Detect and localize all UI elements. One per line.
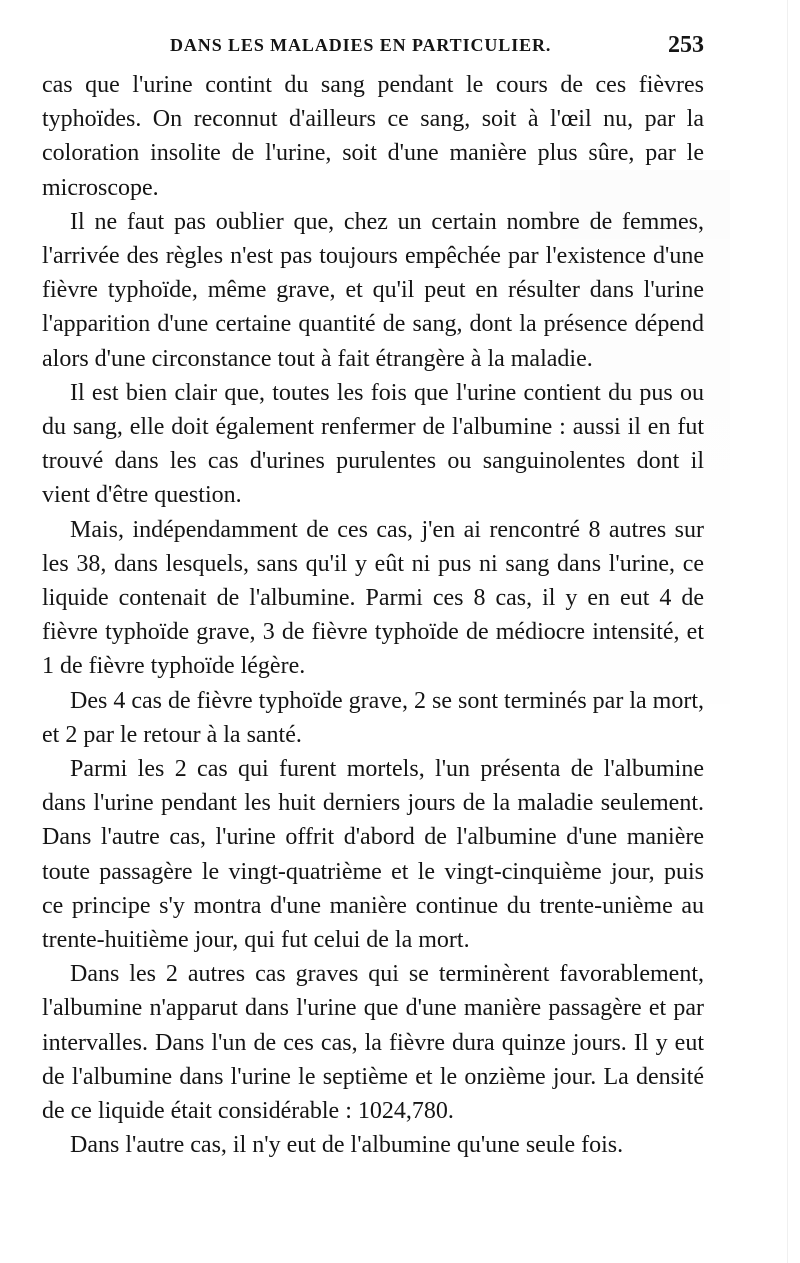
running-title: DANS LES MALADIES EN PARTICULIER. bbox=[170, 35, 552, 55]
paragraph-1: cas que l'urine contint du sang pendant le cours de ces fièvres typhoïdes. On reconnut d'ailleurs ce sang, soit à l'œil nu, par la coloration insolite de l'urine, soit d'une manière plus sûre, par le microscope. bbox=[42, 72, 704, 201]
paragraph-8: Dans l'autre cas, il n'y eut de l'albumine qu'une seule fois. bbox=[70, 1132, 624, 1159]
paragraph-5: Des 4 cas de fièvre typhoïde grave, 2 se sont terminés par la mort, et 2 par le retour à la santé. bbox=[42, 687, 704, 748]
page-body bbox=[42, 68, 704, 1163]
paragraph-2: Il ne faut pas oublier que, chez un certain nombre de femmes, l'arrivée des règles n'est pas toujours empêchée par l'existence d'une fièvre typhoïde, même grave, et qu'il peut en résulter dans l'urine l'apparition d'une certaine quantité de sang, dont la présence dépend alors d'une circonstance tout à fait étrangère à la maladie. bbox=[42, 208, 704, 372]
paragraph-7: Dans les 2 autres cas graves qui se terminèrent favorablement, l'albumine n'apparut dans l'urine que d'une manière passagère et par intervalles. Dans l'un de ces cas, la fièvre dura quinze jours. Il y eut de l'albumine dans l'urine le septième et le onzième jour. La densité de ce liquide était considérable : 1024,780. bbox=[42, 961, 704, 1125]
paragraph-6: Parmi les 2 cas qui furent mortels, l'un présenta de l'albumine dans l'urine pendant les huit derniers jours de la maladie seulement. Dans l'autre cas, l'urine offrit d'abord de l'albumine d'une manière toute passagère le vingt-quatrième et le vingt-cinquième jour, puis ce principe s'y montra d'une manière continue du trente-unième au trente-huitième jour, qui fut celui de la mort. bbox=[42, 756, 704, 954]
paragraph-4: Mais, indépendamment de ces cas, j'en ai rencontré 8 autres sur les 38, dans lesquels, sans qu'il y eût ni pus ni sang dans l'urine, ce liquide contenait de l'albumine. Parmi ces 8 cas, il y en eut 4 de fièvre typhoïde grave, 3 de fièvre typhoïde de médiocre intensité, et 1 de fièvre typhoïde légère. bbox=[42, 516, 704, 680]
page-number: 253 bbox=[668, 32, 704, 58]
page-header bbox=[42, 30, 704, 66]
page-edge bbox=[787, 0, 788, 1263]
paragraph-3: Il est bien clair que, toutes les fois que l'urine contient du pus ou du sang, elle doit également renfermer de l'albumine : aussi il en fut trouvé dans les cas d'urines purulentes ou sanguinolentes dont il vient d'être question. bbox=[42, 379, 704, 509]
